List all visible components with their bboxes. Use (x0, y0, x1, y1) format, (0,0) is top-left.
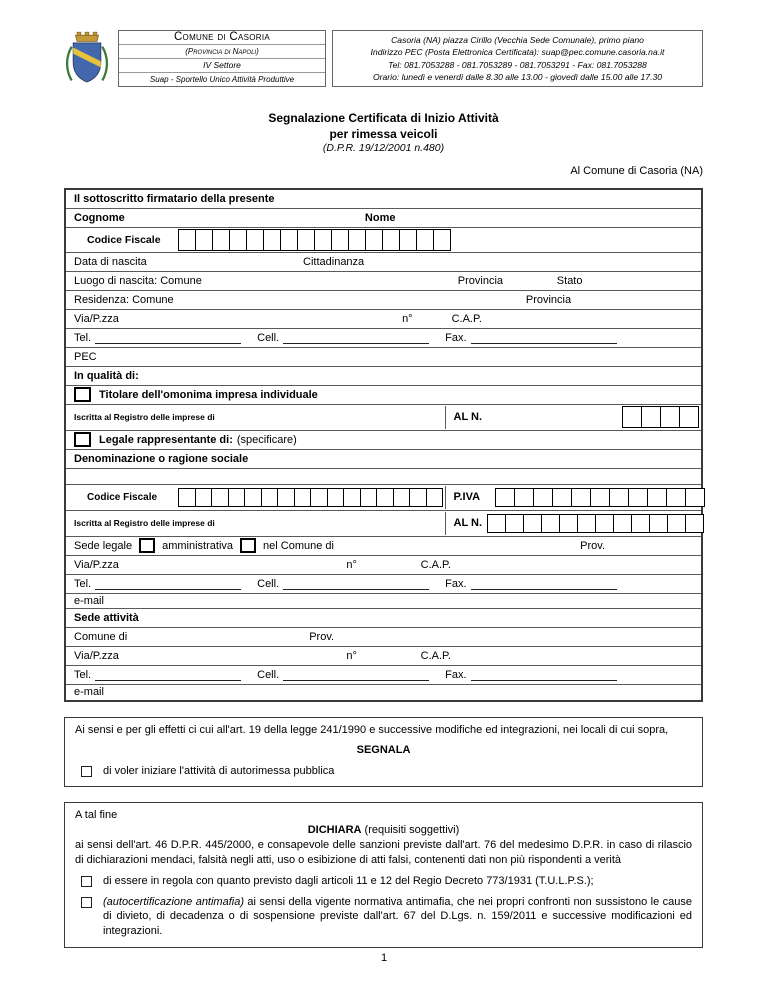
activity-fax-fill-line (471, 668, 617, 681)
dichiara-heading (75, 823, 692, 838)
row-phone (66, 329, 701, 348)
row-seat-address (66, 556, 701, 575)
legal-rep-note: (specificare) (236, 433, 297, 446)
row-company-name-blank (66, 469, 701, 485)
row-capacity (66, 367, 701, 386)
addressee: Al Comune di Casoria (NA) (570, 164, 703, 177)
dichiara-item-2 (81, 895, 692, 940)
tel-label: Tel. (74, 331, 92, 344)
residence-province-label: Provincia (525, 293, 572, 306)
row-seat-email (66, 594, 701, 609)
company-cf-right (445, 486, 705, 509)
register-1-label: Iscritta al Registro delle imprese di (74, 412, 215, 423)
row-legal-seat (66, 537, 701, 556)
char-box (399, 229, 417, 251)
char-box (195, 229, 213, 251)
row-company-name-header (66, 450, 701, 469)
row-residence (66, 291, 701, 310)
row-pec (66, 348, 701, 367)
char-box (609, 488, 629, 507)
char-box (523, 514, 542, 533)
citizenship-label: Cittadinanza (303, 255, 365, 268)
declarant-intro-label: Il sottoscritto firmatario della presente (74, 192, 275, 205)
fax-fill-line (471, 331, 617, 344)
row-activity-email (66, 685, 701, 700)
register-2-label: Iscritta al Registro delle imprese di (74, 518, 215, 529)
char-box (294, 488, 312, 507)
register-2-right (445, 512, 699, 535)
char-box (685, 514, 704, 533)
capacity-label: In qualità di: (74, 369, 139, 382)
seat-province-label: Prov. (580, 539, 605, 552)
piva-boxes (496, 488, 705, 507)
contact-phones: Tel: 081.7053288 - 081.7053289 - 081.7053291 - Fax: 081.7053288 (388, 59, 647, 70)
contact-pec: Indirizzo PEC (Posta Elettronica Certificata): suap@pec.comune.casoria.na.it (370, 47, 665, 58)
char-box (310, 488, 328, 507)
char-box (679, 406, 699, 428)
char-box (348, 229, 366, 251)
document-title (64, 111, 703, 156)
char-box (211, 488, 229, 507)
row-birth (66, 253, 701, 272)
char-box (314, 229, 332, 251)
char-box (649, 514, 668, 533)
company-fiscal-code-boxes (179, 488, 443, 507)
char-box (433, 229, 451, 251)
legal-rep-label: Legale rappresentante di: (99, 433, 233, 446)
register-2-number-label: AL N. (453, 517, 483, 530)
contact-box (332, 30, 703, 87)
char-box (505, 514, 524, 533)
segnala-heading: SEGNALA (356, 743, 411, 756)
activity-seat-label: Sede attività (74, 611, 139, 624)
owner-checkbox[interactable] (74, 387, 91, 402)
row-company-fiscal-code (66, 485, 701, 511)
piva-label: P.IVA (453, 491, 481, 504)
row-fiscal-code (66, 228, 701, 253)
page-number: 1 (380, 952, 388, 964)
dichiara-paragraph: ai sensi dell'art. 46 D.P.R. 445/2000, e consapevole delle sanzioni previste dall'art. 76 del medesimo D.P.R. in caso di rilascio di dichiarazioni mendaci, falsità negli atti, uso o esibizione di atti falsi, contenenti dati non più rispondenti a verità (75, 839, 692, 866)
pec-label: PEC (74, 350, 97, 363)
activity-cap-label: C.A.P. (420, 649, 451, 662)
char-box (577, 514, 596, 533)
dichiara-item-1-text: di essere in regola con quanto previsto dagli articoli 11 e 12 del Regio Decreto 773/1931 (T.U.L.P.S.); (103, 874, 594, 887)
row-seat-phone (66, 575, 701, 594)
char-box (327, 488, 345, 507)
org-box (118, 30, 326, 87)
row-declarant-intro (66, 190, 701, 209)
row-activity-seat-header (66, 609, 701, 628)
seat-street-label: Via/P.zza (74, 558, 119, 571)
contact-hours: Orario: lunedì e venerdì dalle 8.30 alle 13.00 - giovedì dalle 15.00 alle 17.30 (372, 71, 663, 82)
char-box (495, 488, 515, 507)
seat-fax-label: Fax. (445, 577, 467, 590)
seat-tel-fill-line (95, 577, 241, 590)
register-1-number-label: AL N. (453, 411, 483, 424)
org-office: Suap - Sportello Unico Attività Produttive (149, 74, 295, 84)
birth-province-label: Provincia (457, 274, 504, 287)
char-box (376, 488, 394, 507)
org-sector: IV Settore (119, 59, 325, 73)
register-2-number-boxes (488, 514, 704, 533)
row-activity-address (66, 647, 701, 666)
dichiara-item-2-rest: ai sensi della vigente normativa antimafia, che nei propri confronti non sussistono le cause di divieto, di decadenza o di sospensione previste dall'art. 67 del D.Lgs. n. 159/2011 e successive modificazioni ed integrazioni. (103, 895, 692, 938)
segnala-item-text: di voler iniziare l'attività di autorimessa pubblica (103, 764, 335, 777)
char-box (533, 488, 553, 507)
cell-fill-line (283, 331, 429, 344)
char-box (487, 514, 506, 533)
char-box (641, 406, 661, 428)
char-box (685, 488, 705, 507)
char-box (244, 488, 262, 507)
activity-tel-fill-line (95, 668, 241, 681)
fax-label: Fax. (445, 331, 467, 344)
segnala-item (81, 764, 692, 779)
char-box (261, 488, 279, 507)
activity-tel-label: Tel. (74, 668, 92, 681)
fiscal-code-label: Codice Fiscale (87, 233, 161, 246)
dichiara-heading-bold: DICHIARA (307, 824, 362, 837)
activity-cell-fill-line (283, 668, 429, 681)
street-number-label: n° (402, 312, 413, 325)
char-box (514, 488, 534, 507)
char-box (426, 488, 444, 507)
dichiara-section (64, 802, 703, 948)
document-header (64, 30, 703, 87)
legal-seat-checkbox[interactable] (139, 538, 155, 553)
char-box (178, 229, 196, 251)
char-box (228, 488, 246, 507)
activity-street-number-label: n° (346, 649, 357, 662)
char-box (246, 229, 264, 251)
cell-label: Cell. (257, 331, 280, 344)
firstname-label: Nome (364, 211, 396, 224)
row-activity-municipality (66, 628, 701, 647)
segnala-intro: Ai sensi e per gli effetti ci cui all'art. 19 della legge 241/1990 e successive modifiche ed integrazioni, nei locali di cui sopra, (75, 723, 669, 736)
char-box (280, 229, 298, 251)
owner-label: Titolare dell'omonima impresa individuale (99, 388, 318, 401)
activity-fax-label: Fax. (445, 668, 467, 681)
row-register-1 (66, 405, 701, 431)
char-box (382, 229, 400, 251)
dichiara-checkbox-1[interactable] (81, 876, 92, 887)
char-box (667, 514, 686, 533)
surname-label: Cognome (74, 211, 125, 224)
birthdate-label: Data di nascita (74, 255, 147, 268)
char-box (277, 488, 295, 507)
title-line1: Segnalazione Certificata di Inizio Attività (268, 111, 499, 125)
char-box (622, 406, 642, 428)
seat-fax-fill-line (471, 577, 617, 590)
seat-cell-fill-line (283, 577, 429, 590)
cap-label: C.A.P. (451, 312, 482, 325)
administrative-label: amministrativa (162, 539, 234, 552)
char-box (393, 488, 411, 507)
char-box (631, 514, 650, 533)
activity-email-label: e-mail (74, 686, 104, 699)
row-register-2 (66, 511, 701, 537)
segnala-checkbox[interactable] (81, 766, 92, 777)
residence-label: Residenza: Comune (74, 293, 174, 306)
char-box (628, 488, 648, 507)
dichiara-item-2-italic: (autocertificazione antimafia) (103, 895, 244, 908)
char-box (195, 488, 213, 507)
company-fiscal-code-label: Codice Fiscale (87, 491, 158, 503)
char-box (263, 229, 281, 251)
legal-rep-checkbox[interactable] (74, 432, 91, 447)
char-box (409, 488, 427, 507)
company-cf-left (66, 486, 445, 509)
dichiara-item-2-text (103, 895, 692, 940)
register-1-left (66, 406, 445, 429)
row-activity-phone (66, 666, 701, 685)
seat-street-number-label: n° (346, 558, 357, 571)
char-box (416, 229, 434, 251)
contact-address: Casoria (NA) piazza Cirillo (Vecchia Sede Comunale), primo piano (391, 35, 644, 46)
in-municipality-label: nel Comune di (263, 539, 334, 552)
register-2-left (66, 512, 445, 535)
char-box (212, 229, 230, 251)
administrative-checkbox[interactable] (240, 538, 256, 553)
tel-fill-line (95, 331, 241, 344)
street-label: Via/P.zza (74, 312, 119, 325)
birth-state-label: Stato (556, 274, 583, 287)
title-line2: per rimessa veicoli (329, 126, 438, 141)
company-name-label: Denominazione o ragione sociale (74, 452, 249, 465)
row-birthplace (66, 272, 701, 291)
char-box (613, 514, 632, 533)
row-name (66, 209, 701, 228)
row-owner-option (66, 386, 701, 405)
dichiara-heading-note: (requisiti soggettivi) (361, 824, 460, 837)
char-box (229, 229, 247, 251)
seat-tel-label: Tel. (74, 577, 92, 590)
register-1-number-boxes (623, 406, 699, 428)
char-box (360, 488, 378, 507)
org-province: (Provincia di Napoli) (119, 45, 325, 59)
applicant-form-table (64, 188, 703, 702)
activity-municipality-label: Comune di (74, 630, 128, 643)
row-address (66, 310, 701, 329)
char-box (297, 229, 315, 251)
char-box (559, 514, 578, 533)
seat-email-label: e-mail (74, 594, 104, 607)
legal-seat-label: Sede legale (74, 539, 133, 552)
casoria-coat-of-arms-icon (64, 30, 118, 87)
char-box (571, 488, 591, 507)
row-legal-rep-option (66, 431, 701, 450)
dichiara-checkbox-2[interactable] (81, 897, 92, 908)
activity-cell-label: Cell. (257, 668, 280, 681)
char-box (365, 229, 383, 251)
dichiara-item-1 (81, 874, 692, 889)
fiscal-code-boxes (179, 229, 451, 251)
seat-cell-label: Cell. (257, 577, 280, 590)
char-box (331, 229, 349, 251)
char-box (590, 488, 610, 507)
char-box (541, 514, 560, 533)
birthplace-label: Luogo di nascita: Comune (74, 274, 202, 287)
char-box (178, 488, 196, 507)
dichiara-intro: A tal fine (75, 809, 118, 822)
activity-province-label: Prov. (309, 630, 335, 643)
title-reference: (D.P.R. 19/12/2001 n.480) (322, 142, 445, 155)
org-name: Comune di Casoria (119, 31, 325, 45)
char-box (666, 488, 686, 507)
char-box (343, 488, 361, 507)
segnala-section (64, 717, 703, 788)
char-box (647, 488, 667, 507)
seat-cap-label: C.A.P. (420, 558, 451, 571)
char-box (660, 406, 680, 428)
char-box (595, 514, 614, 533)
activity-street-label: Via/P.zza (74, 649, 119, 662)
register-1-right (445, 406, 699, 429)
char-box (552, 488, 572, 507)
